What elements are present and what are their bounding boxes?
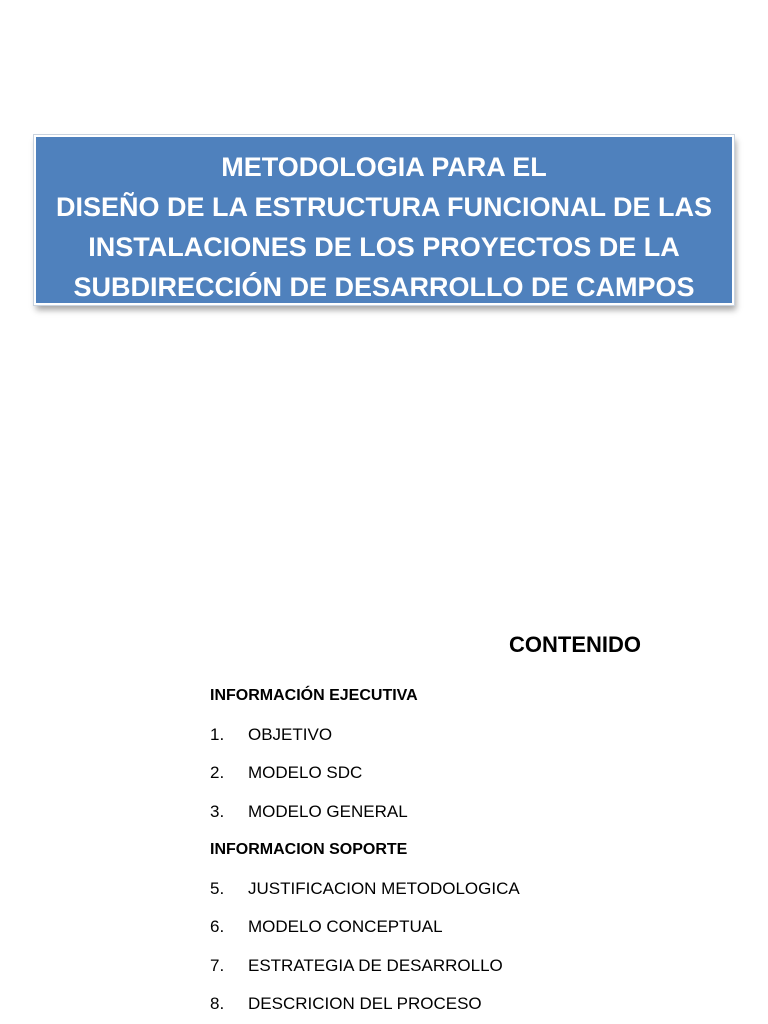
title-line-4: SUBDIRECCIÓN DE DESARROLLO DE CAMPOS	[73, 272, 695, 302]
item-number: 3.	[210, 801, 225, 821]
item-label: JUSTIFICACION METODOLOGICA	[248, 878, 520, 898]
list-item	[210, 947, 630, 986]
item-number: 6.	[210, 917, 225, 937]
list-item	[210, 716, 630, 755]
item-label: OBJETIVO	[248, 724, 333, 744]
section-heading-executive: INFORMACIÓN EJECUTIVA	[210, 687, 418, 705]
item-label: ESTRATEGIA DE DESARROLLO	[248, 955, 503, 975]
item-label: MODELO GENERAL	[248, 801, 408, 821]
list-item	[210, 870, 630, 909]
item-label: MODELO SDC	[248, 763, 363, 783]
item-number: 7.	[210, 955, 225, 975]
section-heading-support: INFORMACION SOPORTE	[210, 841, 408, 859]
list-item	[210, 754, 630, 793]
title-line-3: INSTALACIONES DE LOS PROYECTOS DE LA	[88, 232, 680, 262]
item-number: 5.	[210, 878, 225, 898]
item-number: 1.	[210, 724, 225, 744]
list-item	[210, 985, 630, 1024]
list-item	[210, 908, 630, 947]
item-label: MODELO CONCEPTUAL	[248, 917, 443, 937]
title-banner	[34, 135, 734, 305]
title-line-2: DISEÑO DE LA ESTRUCTURA FUNCIONAL DE LAS	[55, 192, 712, 222]
item-number: 2.	[210, 763, 225, 783]
item-number: 8.	[210, 994, 225, 1014]
list-item	[210, 793, 630, 832]
contents-heading: CONTENIDO	[509, 632, 641, 657]
title-line-1: METODOLOGIA PARA EL	[221, 152, 547, 182]
item-label: DESCRICION DEL PROCESO	[248, 994, 482, 1014]
table-of-contents	[210, 677, 630, 1024]
